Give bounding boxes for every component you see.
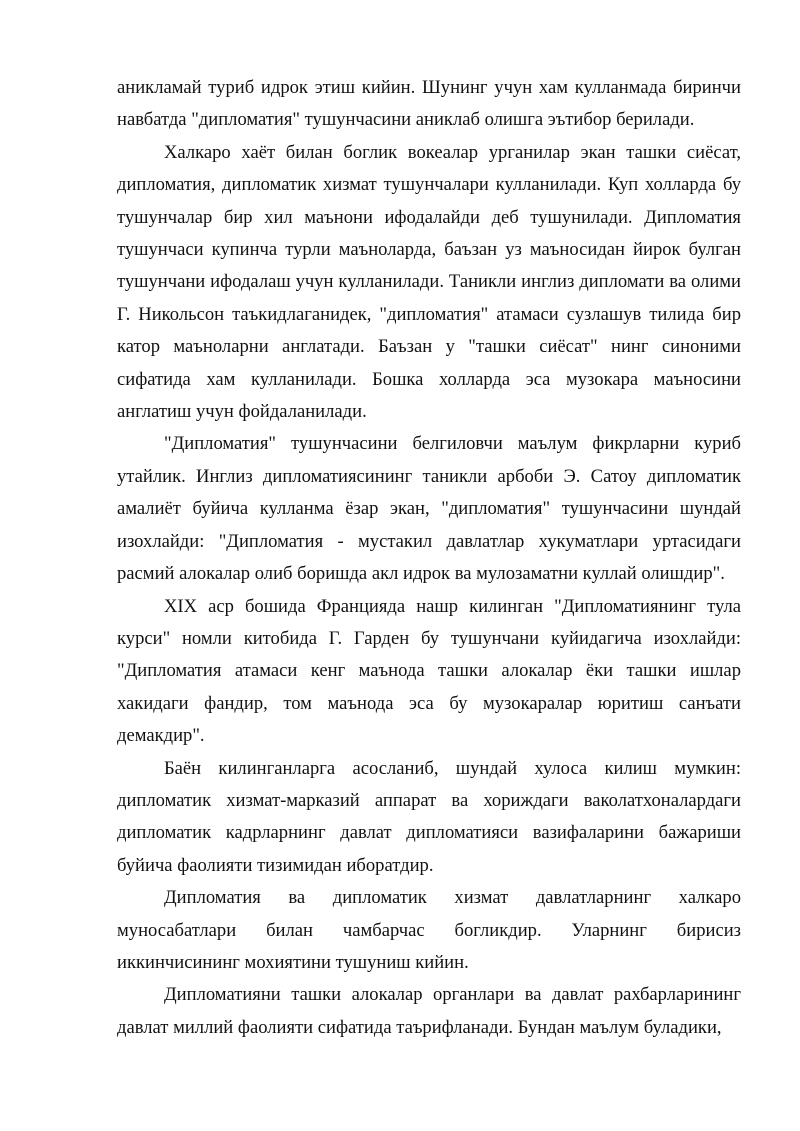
paragraph-diplomacy-concepts: Халкаро хаёт билан боглик вокеалар урганилар экан ташки сиёсат, дипломатия, дипломатик хизмат тушунчалари кулланилади. Куп холларда бу тушунчалар бир хил маънони ифодалайди деб тушунилади. Дипломатия тушунчаси купинча турли маъноларда, баъзан уз маъносидан йирок булган тушунчани ифодалаш учун кулланилади. Таникли инглиз дипломати ва олими Г. Никольсон таъкидлаганидек, "дипломатия" атамаси сузлашув тилида бир катор маъноларни англатади. Баъзан у "ташки сиёсат" нинг синоними сифатида хам кулланилади. Бошка холларда эса музокара маъносини англатиш учун фойдаланилади. bbox=[117, 141, 741, 423]
document-page bbox=[117, 72, 741, 1044]
paragraph-conclusion: Баён килинганларга асосланиб, шундай хулоса килиш мумкин: дипломатик хизмат-марказий аппарат ва хориждаги ваколатхоналардаги дипломатик кадрларнинг давлат дипломатияси вазифаларини бажариши буйича фаолияти тизимидан иборатдир. bbox=[117, 757, 741, 876]
paragraph-garden-definition: XIX аср бошида Францияда нашр килинган "Дипломатиянинг тула курси" номли китобида Г. Гарден бу тушунчани куйидагича изохлайди: "Дипломатия атамаси кенг маънода ташки алокалар ёки ташки ишлар хакидаги фандир, том маънода эса бу музокаралар юритиш санъати демакдир". bbox=[117, 595, 741, 747]
paragraph-definition-last: Дипломатияни ташки алокалар органлари ва давлат рахбарларининг давлат миллий фаолияти сифатида таърифланади. Бундан маълум буладики, bbox=[117, 984, 741, 1038]
paragraph-relations: Дипломатия ва дипломатик хизмат давлатларнинг халкаро муносабатлари билан чамбарчас богликдир. Уларнинг бирисиз иккинчисининг мохиятини тушуниш кийин. bbox=[117, 887, 741, 973]
paragraph-continuation: аникламай туриб идрок этиш кийин. Шунинг учун хам кулланмада биринчи навбатда "дипломатия" тушунчасини аниклаб олишга эътибор берилади. bbox=[117, 77, 741, 131]
paragraph-satow-definition: "Дипломатия" тушунчасини белгиловчи маълум фикрларни куриб утайлик. Инглиз дипломатиясининг таникли арбоби Э. Сатоу дипломатик амалиёт буйича кулланма ёзар экан, "дипломатия" тушунчасини шундай изохлайди: "Дипломатия - мустакил давлатлар хукуматлари уртасидаги расмий алокалар олиб боришда акл идрок ва мулозаматни куллай олишдир". bbox=[117, 433, 741, 585]
